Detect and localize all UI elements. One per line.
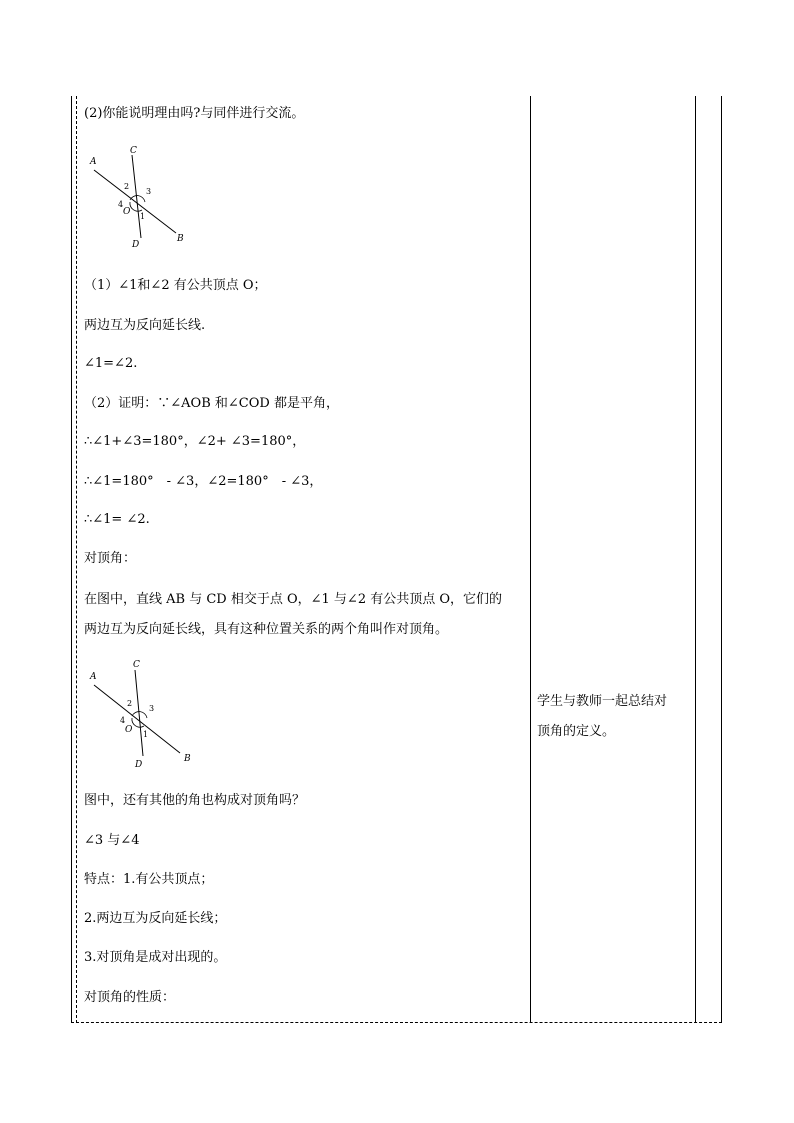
table-right-border: [721, 96, 722, 1023]
answer-line-3: ∠1=∠2.: [84, 356, 138, 371]
definition-heading: 对顶角：: [84, 551, 137, 566]
proof-line-1: （2）证明：∵∠AOB 和∠COD 都是平角，: [84, 396, 339, 411]
teacher-note-line-1: 学生与教师一起总结对: [537, 694, 668, 709]
vertical-angles-question: 图中，还有其他的角也构成对顶角吗？: [84, 793, 306, 808]
label-angle-2: 2: [127, 699, 133, 708]
label-d: D: [135, 760, 143, 770]
label-angle-1: 1: [143, 730, 149, 739]
definition-line-2: 两边互为反向延长线，具有这种位置关系的两个角叫作对顶角。: [84, 622, 449, 637]
label-o: O: [123, 207, 131, 217]
label-angle-4: 4: [118, 200, 124, 209]
table-left-border: [71, 96, 72, 1023]
proof-line-3: ∴∠1=180° - ∠3，∠2=180° - ∠3，: [84, 474, 323, 489]
label-b: B: [177, 234, 184, 244]
answer-line-2: 两边互为反向延长线.: [84, 318, 206, 333]
label-a: A: [90, 672, 97, 682]
label-d: D: [132, 240, 140, 250]
property-heading: 对顶角的性质：: [84, 990, 176, 1005]
column-divider-2: [695, 96, 696, 1023]
intersecting-lines-figure-1: [84, 142, 194, 250]
feature-line-2: 2.两边互为反向延长线；: [84, 911, 227, 926]
vertical-angles-answer: ∠3 与∠4: [84, 833, 140, 848]
label-o: O: [125, 725, 133, 735]
label-angle-1: 1: [140, 212, 146, 221]
intersecting-lines-figure-2: [84, 656, 194, 770]
line-cd: [135, 670, 143, 756]
label-angle-3: 3: [146, 187, 152, 196]
feature-line-1: 特点：1.有公共顶点；: [84, 872, 214, 887]
teacher-note-line-2: 顶角的定义。: [537, 724, 616, 739]
definition-line-1: 在图中，直线 AB 与 CD 相交于点 O，∠1 与∠2 有公共顶点 O，它们的: [84, 592, 503, 607]
label-a: A: [90, 157, 97, 167]
column-divider-1: [530, 96, 531, 1023]
label-c: C: [130, 146, 137, 156]
label-angle-2: 2: [124, 182, 130, 191]
proof-line-4: ∴∠1= ∠2.: [84, 512, 150, 527]
table-left-inner-border: [76, 96, 77, 1023]
angle-arc-lower: [130, 202, 142, 211]
label-c: C: [133, 660, 140, 670]
proof-line-2: ∴∠1+∠3=180°，∠2+ ∠3=180°，: [84, 434, 306, 449]
label-angle-4: 4: [120, 716, 126, 725]
question-line: (2)你能说明理由吗?与同伴进行交流。: [84, 106, 305, 121]
table-bottom-border: [71, 1022, 722, 1023]
answer-line-1: （1）∠1和∠2 有公共顶点 O；: [84, 278, 267, 293]
label-angle-3: 3: [149, 704, 155, 713]
feature-line-3: 3.对顶角是成对出现的。: [84, 950, 227, 965]
label-b: B: [184, 754, 191, 764]
